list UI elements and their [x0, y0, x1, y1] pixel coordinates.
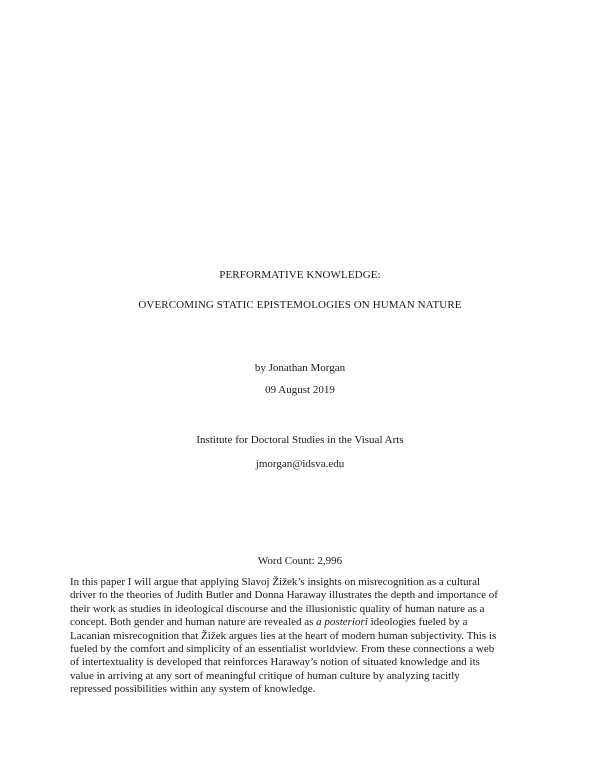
abstract-line: value in arriving at any sort of meaningful critique of human culture by analyzing tacitly: [70, 669, 460, 682]
abstract-line: driver to the theories of Judith Butler and Donna Haraway illustrates the depth and importance of: [70, 589, 498, 602]
date-line: 09 August 2019: [265, 384, 335, 396]
title-line-2: OVERCOMING STATIC EPISTEMOLOGIES ON HUMAN NATURE: [138, 299, 462, 311]
abstract-line: their work as studies in ideological discourse and the illusionistic quality of human nature as a: [70, 602, 485, 615]
institution-line: Institute for Doctoral Studies in the Visual Arts: [196, 434, 404, 446]
abstract-line: fueled by the comfort and simplicity of an essentialist worldview. From these connections a web: [70, 643, 495, 656]
abstract-line: repressed possibilities within any system of knowledge.: [70, 683, 316, 696]
abstract-line: Lacanian misrecognition that Žižek argues lies at the heart of modern human subjectivity. This is: [70, 629, 497, 642]
abstract-line: of intertextuality is developed that reinforces Haraway’s notion of situated knowledge and its: [70, 656, 480, 669]
abstract-line-4: [70, 616, 538, 629]
abstract-paragraph: [70, 576, 538, 697]
email-line: jmorgan@idsva.edu: [255, 458, 345, 470]
author-line: by Jonathan Morgan: [254, 362, 346, 374]
abstract-line: In this paper I will argue that applying Slavoj Žižek’s insights on misrecognition as a cultural: [70, 576, 481, 588]
abstract-line-4-start: concept. Both gender and human nature are revealed as: [70, 616, 314, 629]
word-count: Word Count: 2,996: [257, 555, 343, 567]
title-line-1: PERFORMATIVE KNOWLEDGE:: [219, 269, 381, 281]
italic-phrase: a posteriori: [316, 616, 368, 629]
abstract-line-4-tail: ideologies fueled by a: [370, 616, 468, 629]
